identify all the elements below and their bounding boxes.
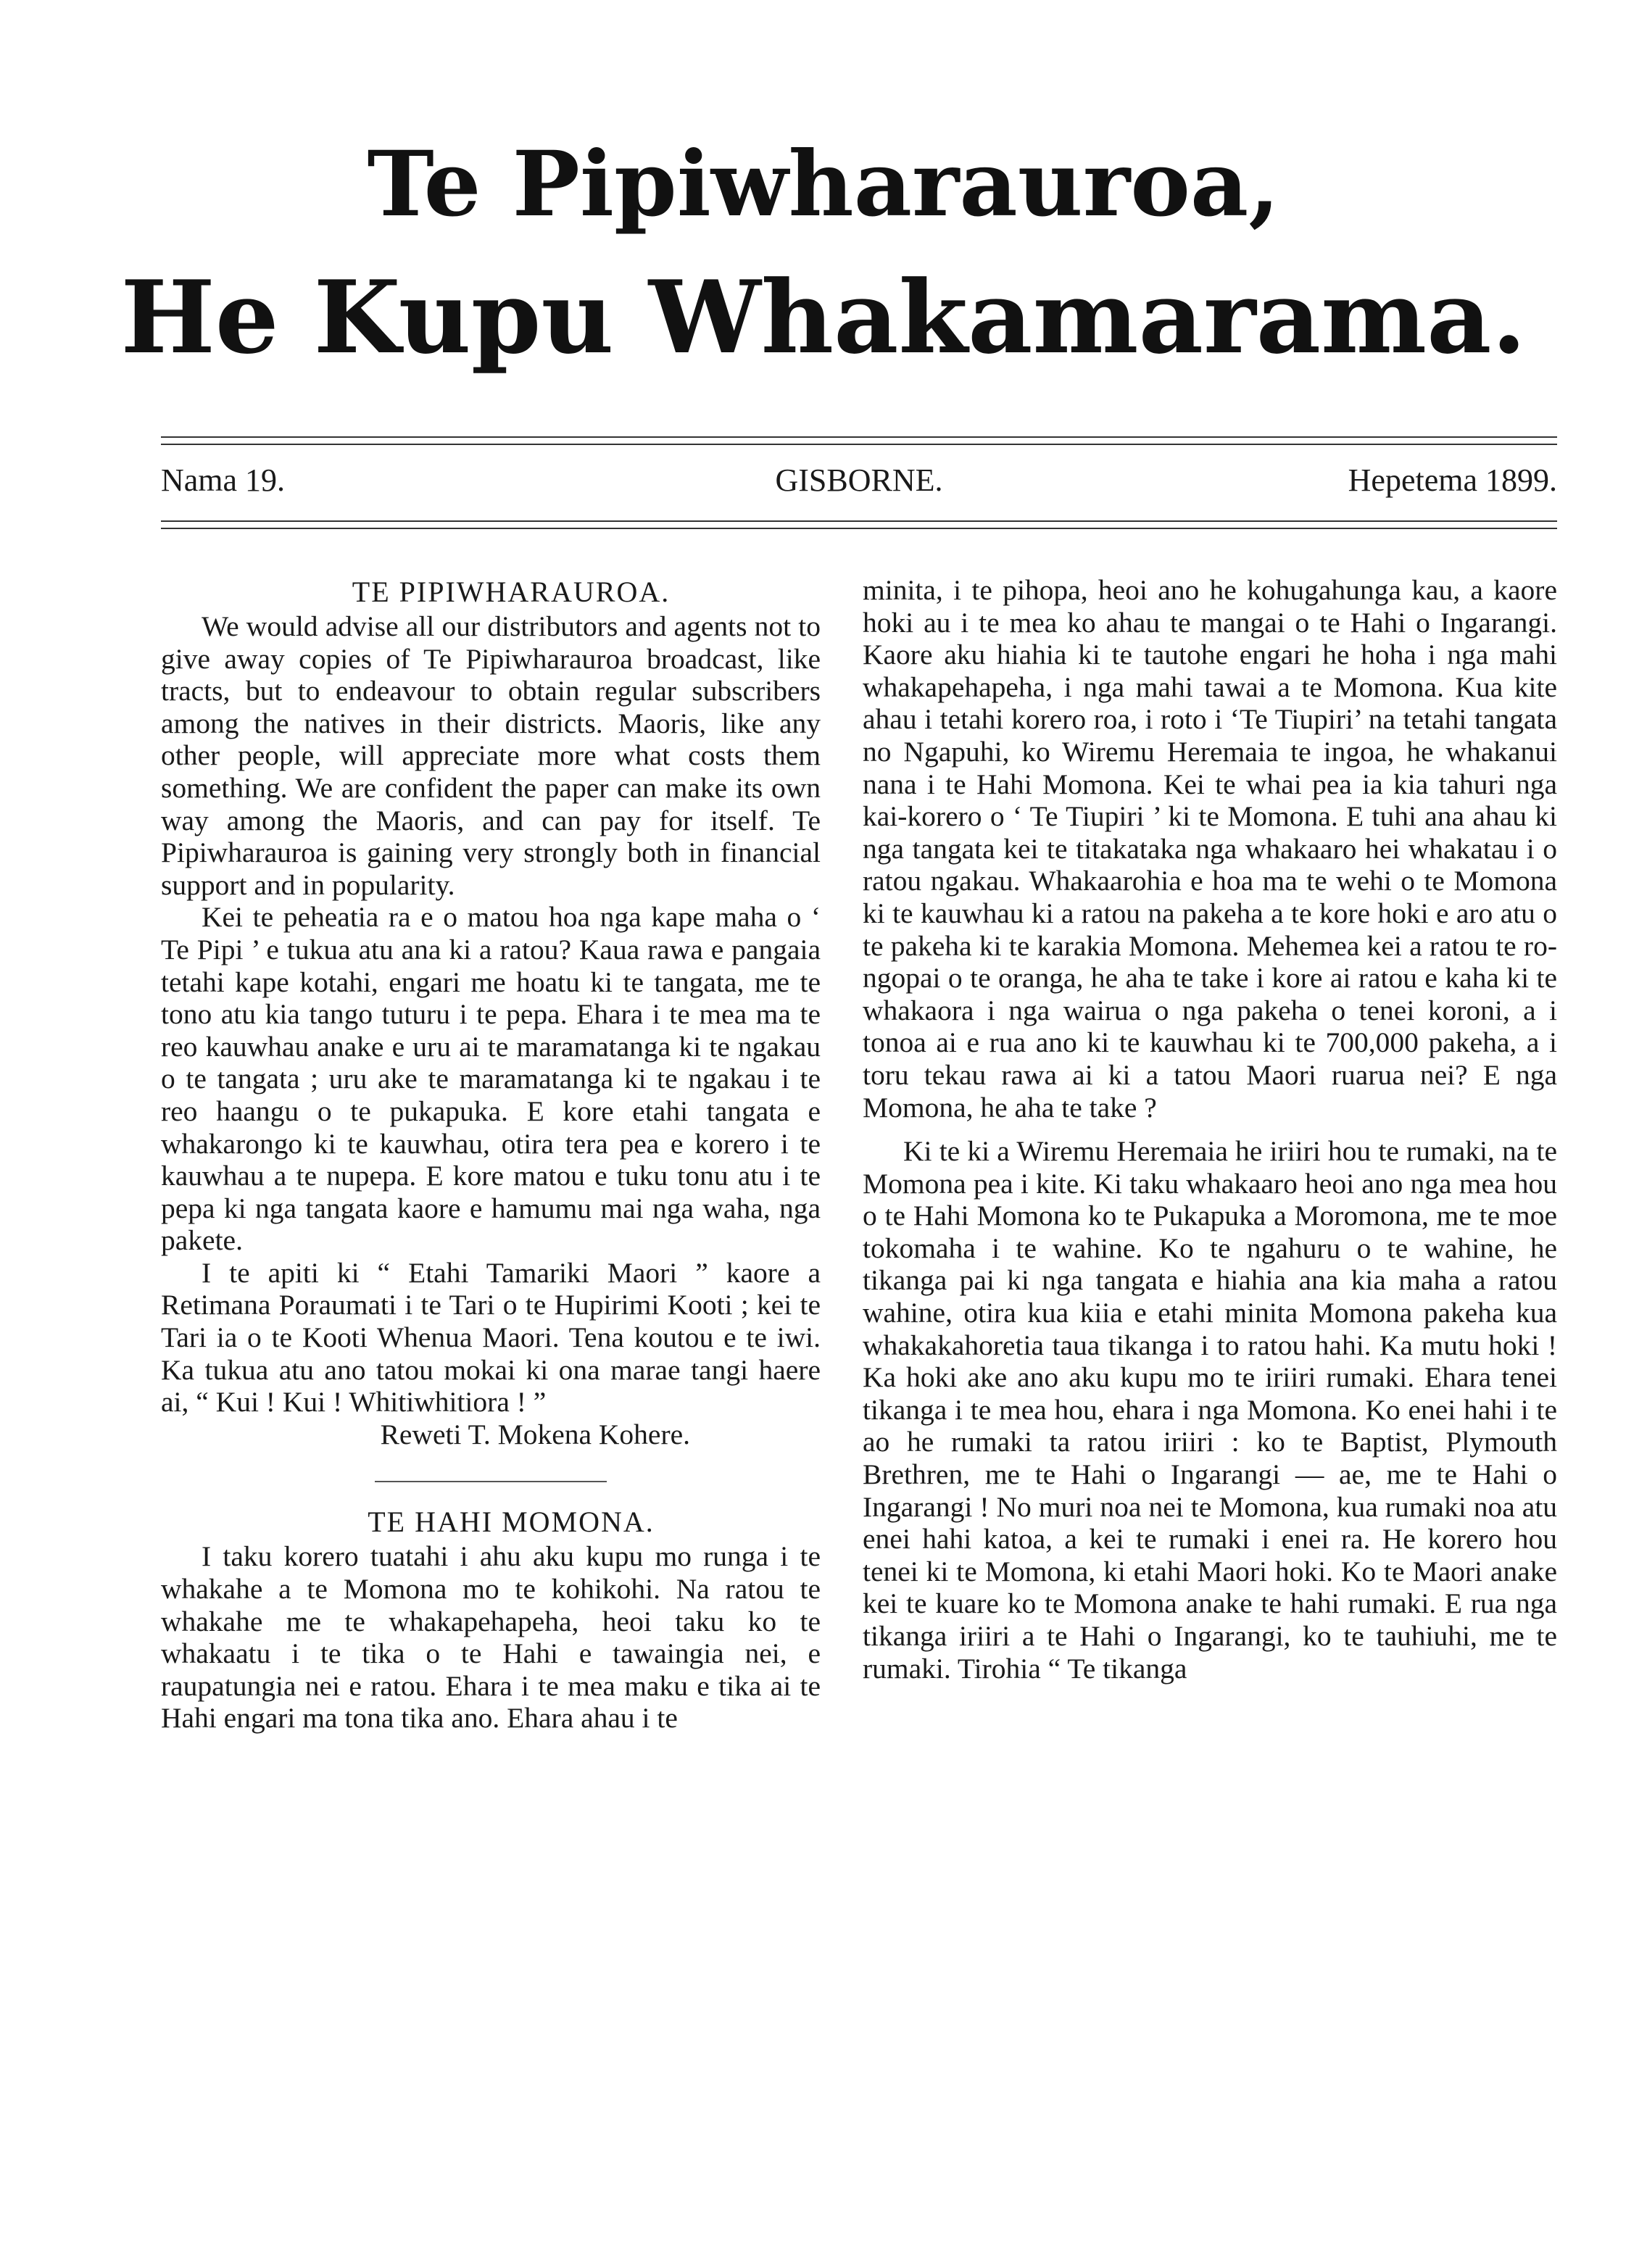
article2-paragraph-1-continued: minita, i te pihopa, heoi ano he kohugahunga kau, a kaore hoki au i te mea ko ahau te mangai o te Hahi o Ingarangi. Kaore aku hiahia ki te tautohe engari he hoha i nga mahi whakapehapeha, i nga mahi tawai a te Momona. Kua kite ahau i tetahi korero roa, i roto i ‘Te Tiupiri’ na tetahi tangata no Ngapuhi, ko Wiremu Heremaia te ingoa, he whakanui nana i te Hahi Momona. Kei te whai pea ia kia tahuri nga kai-korero o ‘ Te Tiupiri ’ ki te Momona. E tuhi ana ahau ki nga tangata kei te titakataka nga whakaaro hei whakatau i o ratou ngakau. Whakaarohia e hoa ma te wehi o te Momona ki te kauwhau ki a ratou na pakeha a te kore hoki e aro atu o te pakeha ki te karakia Momona. Mehemea kei a ratou te rongopai o te oranga, he aha te take i kore ai ratou e kaha ki te whakaora i nga wairua o nga pakeha o tenei koroni, a i tonoa ai e rua ano ki te kauwhau ki te 700,000 pakeha, a i toru tekau rawa ai ki a tatou Maori ruarua nei? E nga Momona, he aha te take ? <box>863 574 1557 1123</box>
article-divider <box>375 1481 607 1482</box>
article1-signature: Reweti T. Mokena Kohere. <box>380 1418 690 1450</box>
masthead-subtitle: He Kupu Whakamarama. <box>120 258 1527 376</box>
article2-paragraph-1: I taku korero tuatahi i ahu aku kupu mo runga i te whakahe a te Momona mo te kohikohi. Na ratou te whakahe me te whakapehapeha, heoi taku ko te whakaatu i te tika o te Hahi e tawaingia nei, e raupatungia nei e ratou. Ehara i te mea maku e tika ai te Hahi engari ma tona tika ano. Ehara ahau i te <box>161 1540 821 1735</box>
masthead-title: Te Pipiwharauroa, <box>367 132 1280 237</box>
issue-place: GISBORNE. <box>775 462 943 498</box>
article1-paragraph-1: We would advise all our distributors and agents not to give away copies of Te Pipiwharauroa broadcast, like tracts, but to endeavour to obtain regular subscribers among the natives in their districts. Maoris, like any other people, will appreciate more what costs them something. We are confident the paper can make its own way among the Maoris, and can pay for itself. Te Pipiwharauroa is gaining very strongly both in financial support and in popularity. <box>161 610 821 901</box>
article1-heading: TE PIPIWHARAUROA. <box>352 576 671 608</box>
header-rule-bottom <box>161 520 1557 522</box>
issue-number: Nama 19. <box>161 462 286 498</box>
header-rule-top-inner <box>161 444 1557 445</box>
column-right <box>863 574 1557 1685</box>
article2-paragraph-2: Ki te ki a Wiremu Heremaia he iriiri hou te rumaki, na te Momona pea i kite. Ki taku whakaaro heoi ano nga mea hou o te Hahi Momona ko te Pukapuka a Moromona, me te moe tokomaha i te wahine. Ko te ngahuru o te wahine, he tikanga pai ki nga tangata e hiahia ana kia maha a ratou wahine, otira kua kiia e etahi minita Momona pakeha kua whakakahoretia taua tikanga i to ratou hahi. Ka mutu hoki ! Ka hoki ake ano aku kupu mo te iriiri rumaki. Ehara tenei tikanga i te mea hou, ehara i nga Momona. Ko enei hahi i te ao he rumaki ta ratou iriiri : ko te Baptist, Plymouth Brethren, me te Hahi o Ingarangi — ae, me te Hahi o Ingarangi ! No muri noa nei te Momona, kua rumaki noa atu enei hahi katoa, a kei te rumaki i enei ra. He korero hou tenei ki te Momona, ki etahi Maori hoki. Ko te Maori anake kei te kuare ko te Momona anake te hahi rumaki. E rua nga tikanga iriiri a te Hahi o Ingarangi, ko te tauhiuhi, me te rumaki. Tirohia “ Te tikanga <box>863 1135 1557 1685</box>
header-rule-bottom-inner <box>161 528 1557 529</box>
article1-paragraph-2: Kei te peheatia ra e o matou hoa nga kape maha o ‘ Te Pipi ’ e tukua atu ana ki a ratou? Kaua rawa e pangaia tetahi kape kotahi, engari me hoatu ki te tangata, me te tono atu kia tango tuturu i te pepa. Ehara i te mea ma te reo kauwhau anake e uru ai te maramatanga ki te ngakau o te tangata ; uru ake te maramatanga ki te ngakau i te reo haangu o te pukapuka. E kore etahi tangata e whakarongo ki te kauwhau, otira tera pea e korero i te kauwhau a te nupepa. E kore matou e tuku tonu atu i te pepa ki nga tangata kaore e hamumu mai nga waha, nga pakete. <box>161 901 821 1257</box>
article1-paragraph-3: I te apiti ki “ Etahi Tamariki Maori ” kaore a Retimana Poraumati i te Tari o te Hupirimi Kooti ; kei te Tari ia o te Kooti Whenua Maori. Tena koutou e te iwi. Ka tukua atu ano tatou mokai ki ona marae tangi haere ai, “ Kui ! Kui ! Whitiwhitiora ! ” <box>161 1256 821 1418</box>
column-left <box>161 574 821 1735</box>
article2-heading: TE HAHI MOMONA. <box>368 1505 655 1539</box>
issue-date: Hepetema 1899. <box>1348 462 1557 498</box>
header-rule-top <box>161 436 1557 438</box>
issue-info-bar <box>161 455 1557 506</box>
